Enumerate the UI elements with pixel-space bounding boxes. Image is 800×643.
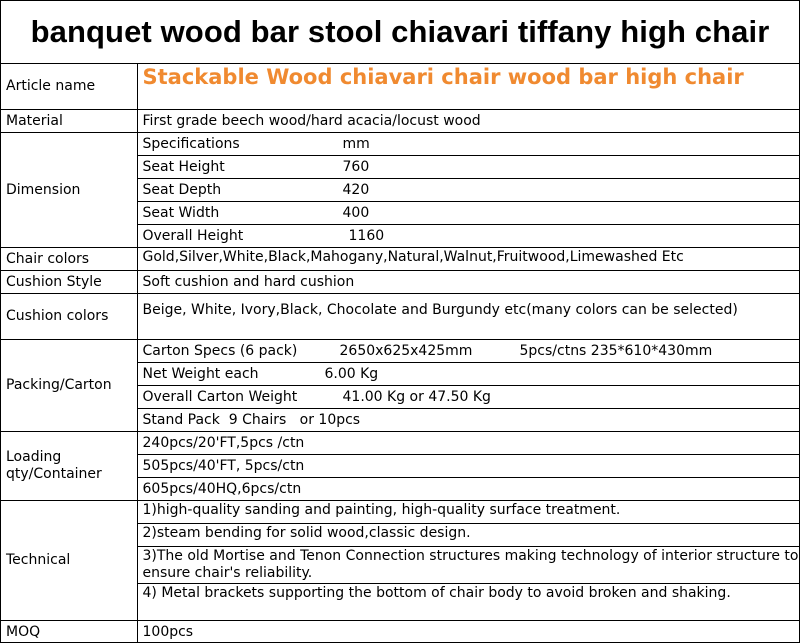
- chair-colors-label: Chair colors: [1, 248, 137, 271]
- article-row: [1, 64, 799, 110]
- technical-label: Technical: [1, 501, 137, 621]
- article-label: Article name: [1, 64, 137, 110]
- packing-row: [1, 340, 799, 363]
- overall-weight-row: Overall Carton Weight 41.00 Kg or 47.50 Kg: [137, 386, 799, 409]
- chair-colors-value: Gold,Silver,White,Black,Mahogany,Natural,Walnut,Fruitwood,Limewashed Etc: [137, 248, 799, 271]
- technical-item-2: 2)steam bending for solid wood,classic design.: [137, 524, 799, 547]
- cushion-colors-row: [1, 294, 799, 340]
- net-weight-row: Net Weight each 6.00 Kg: [137, 363, 799, 386]
- cushion-colors-value: Beige, White, Ivory,Black, Chocolate and Burgundy etc(many colors can be selected): [137, 294, 799, 340]
- technical-item-3: 3)The old Mortise and Tenon Connection structures making technology of interior structure to ensure chair's reliability.: [137, 547, 799, 584]
- page-title: banquet wood bar stool chiavari tiffany high chair: [1, 1, 799, 64]
- material-label: Material: [1, 110, 137, 133]
- moq-value: 100pcs: [137, 621, 799, 643]
- technical-row: [1, 501, 799, 524]
- chair-colors-row: [1, 248, 799, 271]
- carton-specs-row: Carton Specs (6 pack) 2650x625x425mm 5pcs/ctns 235*610*430mm: [137, 340, 799, 363]
- moq-row: [1, 621, 799, 643]
- dimension-seat-width-row: Seat Width 400: [137, 202, 799, 225]
- technical-item-4: 4) Metal brackets supporting the bottom of chair body to avoid broken and shaking.: [137, 584, 799, 621]
- material-value: First grade beech wood/hard acacia/locust wood: [137, 110, 799, 133]
- dimension-label: Dimension: [1, 133, 137, 248]
- material-row: [1, 110, 799, 133]
- cushion-style-label: Cushion Style: [1, 271, 137, 294]
- dimension-row: [1, 133, 799, 156]
- loading-40ft-row: 505pcs/40'FT, 5pcs/ctn: [137, 455, 799, 478]
- spec-table: [1, 64, 799, 643]
- stand-pack-row: Stand Pack 9 Chairs or 10pcs: [137, 409, 799, 432]
- loading-row: [1, 432, 799, 455]
- moq-label: MOQ: [1, 621, 137, 643]
- loading-label: Loading qty/Container: [1, 432, 137, 501]
- loading-40hq-row: 605pcs/40HQ,6pcs/ctn: [137, 478, 799, 501]
- dimension-seat-depth-row: Seat Depth 420: [137, 179, 799, 202]
- cushion-style-value: Soft cushion and hard cushion: [137, 271, 799, 294]
- cushion-style-row: [1, 271, 799, 294]
- packing-label: Packing/Carton: [1, 340, 137, 432]
- dimension-overall-height-row: Overall Height 1160: [137, 225, 799, 248]
- loading-20ft-row: 240pcs/20'FT,5pcs /ctn: [137, 432, 799, 455]
- dimension-spec-row: Specifications mm: [137, 133, 799, 156]
- dimension-seat-height-row: Seat Height 760: [137, 156, 799, 179]
- article-value: Stackable Wood chiavari chair wood bar high chair: [137, 64, 799, 110]
- cushion-colors-label: Cushion colors: [1, 294, 137, 340]
- technical-item-1: 1)high-quality sanding and painting, high-quality surface treatment.: [137, 501, 799, 524]
